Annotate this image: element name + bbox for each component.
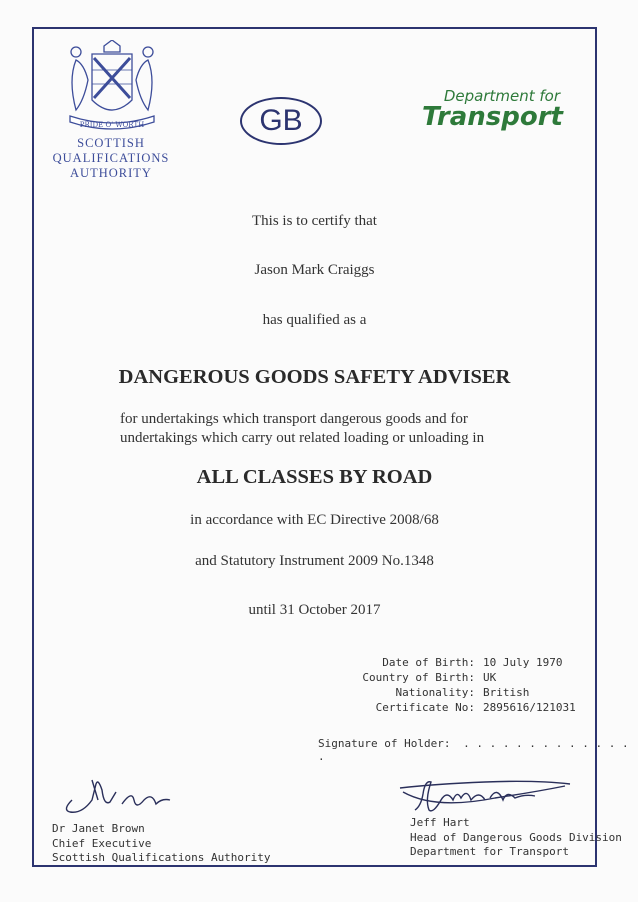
- gb-badge: [240, 97, 322, 145]
- detail-value: 10 July 1970: [483, 656, 563, 669]
- gb-badge-text: GB: [259, 104, 303, 137]
- classes-title: ALL CLASSES BY ROAD: [196, 466, 433, 488]
- detail-row: [300, 701, 576, 716]
- holder-signature-line: [318, 737, 638, 763]
- detail-value: UK: [483, 671, 497, 684]
- left-signatory-name: Dr Janet Brown: [52, 822, 145, 835]
- holder-name: Jason Mark Craiggs: [254, 262, 375, 278]
- jeff-hart-signature: [395, 770, 575, 820]
- dft-logo-line1: Department for: [443, 87, 560, 105]
- crest-motto: PRIDE O' WORTH: [79, 121, 145, 129]
- detail-row: [300, 671, 576, 686]
- janet-brown-signature: [52, 770, 192, 820]
- holder-signature-dots: . . . . . . . . . . . . . .: [318, 737, 629, 763]
- detail-value: British: [483, 686, 530, 699]
- intro-text: This is to certify that: [252, 213, 377, 229]
- qualification-title: DANGEROUS GOODS SAFETY ADVISER: [118, 366, 511, 388]
- detail-label: Nationality:: [395, 686, 475, 699]
- scope-line-1: for undertakings which transport dangerous goods and for: [120, 411, 468, 427]
- left-signatory-org: Scottish Qualifications Authority: [52, 851, 271, 864]
- instrument-text: and Statutory Instrument 2009 No.1348: [195, 553, 434, 569]
- holder-signature-label: Signature of Holder:: [318, 737, 451, 750]
- dft-logo-line2: Transport: [422, 102, 563, 132]
- sqa-line-3: AUTHORITY: [70, 166, 152, 180]
- detail-row: [300, 686, 576, 701]
- detail-label: Country of Birth:: [362, 671, 475, 684]
- detail-label: Date of Birth:: [382, 656, 475, 669]
- detail-value: 2895616/121031: [483, 701, 576, 714]
- scope-text: [120, 410, 520, 448]
- sqa-line-1: SCOTTISH: [77, 136, 145, 150]
- right-signatory-name: Jeff Hart: [410, 816, 470, 829]
- scope-line-2: undertakings which carry out related loading or unloading in: [120, 430, 485, 446]
- sqa-crest-logo: [62, 40, 162, 136]
- left-signatory-role: Chief Executive: [52, 836, 152, 850]
- sqa-line-2: QUALIFICATIONS: [52, 151, 170, 165]
- right-signatory-org: Department for Transport: [410, 845, 569, 858]
- sqa-name: [52, 136, 170, 181]
- detail-row: [300, 656, 576, 671]
- directive-text: in accordance with EC Directive 2008/68: [190, 512, 439, 528]
- left-signatory: [52, 822, 271, 866]
- qualified-as-text: has qualified as a: [262, 312, 367, 328]
- expiry-text: until 31 October 2017: [248, 602, 381, 618]
- holder-details: [300, 656, 576, 716]
- right-signatory: [410, 816, 622, 860]
- detail-label: Certificate No:: [375, 701, 475, 714]
- right-signatory-role: Head of Dangerous Goods Division: [410, 830, 622, 844]
